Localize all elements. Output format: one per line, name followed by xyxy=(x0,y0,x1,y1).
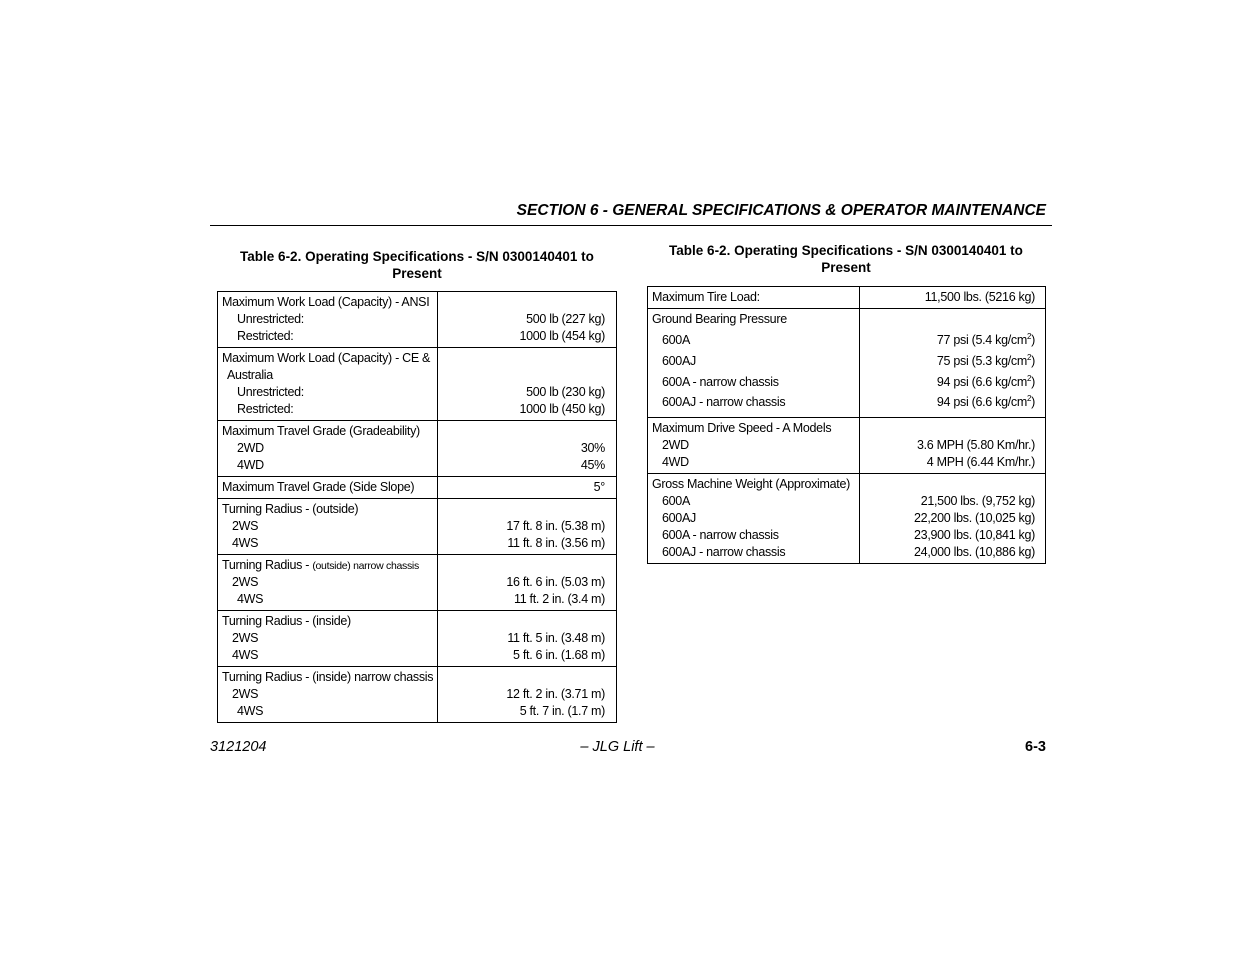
item-value: 1000 lb (454 kg) xyxy=(519,329,605,343)
item-value: 23,900 lbs. (10,841 kg) xyxy=(914,528,1035,543)
table-row xyxy=(218,348,617,421)
row-title: Maximum Tire Load: xyxy=(652,290,760,304)
item-value: 1000 lb (450 kg) xyxy=(519,402,605,416)
table-row xyxy=(218,499,617,555)
row-title: Turning Radius - (outside) narrow chassis xyxy=(222,558,419,572)
item-value: 5 ft. 6 in. (1.68 m) xyxy=(513,648,605,662)
document-number: 3121204 xyxy=(210,739,267,755)
item-value: 17 ft. 8 in. (5.38 m) xyxy=(506,519,605,533)
row-label-cell xyxy=(648,287,860,309)
item-value: 94 psi (6.6 $kg/cm^2$) xyxy=(936,394,1035,410)
row-label-cell xyxy=(218,292,438,348)
item-label: 2WS xyxy=(232,519,259,533)
row-value-cell xyxy=(438,348,617,421)
item-value: 24,000 lbs. (10,886 kg) xyxy=(914,545,1035,560)
row-value-cell xyxy=(860,418,1046,474)
right-spec-table xyxy=(647,286,1046,564)
item-value: 11 ft. 2 in. (3.4 m) xyxy=(513,592,605,606)
row-title-continued: Australia xyxy=(227,368,273,382)
header-divider xyxy=(210,225,1052,226)
item-value: 45% xyxy=(580,458,605,472)
item-value: 500 lb (227 kg) xyxy=(526,312,605,326)
item-value: 11 ft. 8 in. (3.56 m) xyxy=(507,536,605,550)
table-row xyxy=(218,421,617,477)
row-value-cell xyxy=(860,309,1046,418)
item-label: 2WS xyxy=(232,687,259,701)
row-value-cell xyxy=(438,421,617,477)
left-caption-line2: Present xyxy=(392,266,442,281)
item-label: 4WS xyxy=(232,648,259,662)
item-label: 600A - narrow chassis xyxy=(662,374,779,389)
row-value-cell xyxy=(438,611,617,667)
item-label: 600AJ xyxy=(662,353,696,368)
row-label-cell xyxy=(218,477,438,499)
left-spec-table xyxy=(217,291,617,723)
item-value: 30% xyxy=(580,441,605,455)
row-label-cell xyxy=(218,667,438,723)
table-row xyxy=(648,287,1046,309)
item-label: Unrestricted: xyxy=(237,385,304,399)
page-number: 6-3 xyxy=(1025,739,1046,755)
item-value: 21,500 lbs. (9,752 kg) xyxy=(920,494,1035,509)
table-row xyxy=(218,555,617,611)
item-value: 22,200 lbs. (10,025 kg) xyxy=(914,511,1035,526)
item-label: 600A - narrow chassis xyxy=(662,528,779,543)
item-label: Restricted: xyxy=(237,329,294,343)
row-label-cell xyxy=(648,309,860,418)
item-value: 4 MPH (6.44 Km/hr.) xyxy=(926,455,1035,470)
right-caption-line2: Present xyxy=(821,260,871,275)
item-label: 4WS xyxy=(237,704,264,718)
item-label: 600AJ xyxy=(662,511,696,526)
item-label: 2WD xyxy=(237,441,264,455)
item-label: 4WS xyxy=(237,592,264,606)
row-label-cell xyxy=(218,611,438,667)
table-row xyxy=(218,292,617,348)
item-value: 3.6 MPH (5.80 Km/hr.) xyxy=(916,438,1035,453)
right-table-caption xyxy=(646,242,1046,276)
item-label: 600AJ - narrow chassis xyxy=(662,545,786,560)
row-label-cell xyxy=(648,418,860,474)
item-value: 12 ft. 2 in. (3.71 m) xyxy=(506,687,605,701)
item-value: 11,500 lbs. (5216 kg) xyxy=(924,290,1035,304)
item-label: Restricted: xyxy=(237,402,294,416)
row-value-cell xyxy=(438,477,617,499)
row-value-cell xyxy=(438,667,617,723)
item-label: 4WD xyxy=(662,455,689,470)
row-title: Gross Machine Weight (Approximate) xyxy=(652,477,850,492)
row-value-cell xyxy=(438,292,617,348)
table-row xyxy=(218,477,617,499)
item-label: 2WD xyxy=(662,438,689,453)
item-value: 500 lb (230 kg) xyxy=(526,385,605,399)
right-caption-line1: Table 6-2. Operating Specifications - S/N 0300140401 to xyxy=(669,243,1023,258)
row-title: Maximum Travel Grade (Side Slope) xyxy=(222,480,415,494)
table-row xyxy=(648,309,1046,418)
row-label-cell xyxy=(218,499,438,555)
row-label-cell xyxy=(648,474,860,564)
item-value: 5° xyxy=(593,480,605,494)
row-title-small: (outside) narrow chassis xyxy=(312,560,419,572)
table-row xyxy=(218,611,617,667)
item-label: 2WS xyxy=(232,575,259,589)
row-label-cell xyxy=(218,555,438,611)
row-title: Maximum Work Load (Capacity) - ANSI xyxy=(222,295,430,309)
left-caption-line1: Table 6-2. Operating Specifications - S/N 0300140401 to xyxy=(240,249,594,264)
row-title: Maximum Work Load (Capacity) - CE & xyxy=(222,351,431,365)
row-title: Turning Radius - (inside) narrow chassis xyxy=(222,670,434,684)
item-label: 2WS xyxy=(232,631,259,645)
row-title: Ground Bearing Pressure xyxy=(652,312,787,326)
table-row xyxy=(218,667,617,723)
row-value-cell xyxy=(860,474,1046,564)
item-label: 600A xyxy=(662,494,690,509)
item-label: 4WD xyxy=(237,458,264,472)
row-title: Turning Radius - (outside) xyxy=(222,502,359,516)
row-value-cell xyxy=(438,555,617,611)
row-title: Maximum Drive Speed - A Models xyxy=(652,421,832,436)
row-value-cell xyxy=(860,287,1046,309)
item-label: 4WS xyxy=(232,536,259,550)
item-value: 75 psi (5.3 $kg/cm^2$) xyxy=(936,352,1035,368)
footer-brand: – JLG Lift – xyxy=(580,739,655,755)
row-label-cell xyxy=(218,348,438,421)
item-value: 11 ft. 5 in. (3.48 m) xyxy=(507,631,605,645)
item-value: 16 ft. 6 in. (5.03 m) xyxy=(506,575,605,589)
left-table-caption xyxy=(217,248,617,282)
row-value-cell xyxy=(438,499,617,555)
item-label: 600A xyxy=(662,333,690,347)
item-label: 600AJ - narrow chassis xyxy=(662,395,786,410)
item-label: Unrestricted: xyxy=(237,312,304,326)
table-row xyxy=(648,418,1046,474)
section-title: SECTION 6 - GENERAL SPECIFICATIONS & OPERATOR MAINTENANCE xyxy=(516,202,1046,219)
item-value: 94 psi (6.6 $kg/cm^2$) xyxy=(936,373,1035,389)
row-label-cell xyxy=(218,421,438,477)
item-value: 5 ft. 7 in. (1.7 m) xyxy=(519,704,605,718)
row-title: Maximum Travel Grade (Gradeability) xyxy=(222,424,420,438)
item-value: 77 psi (5.4 $kg/cm^2$) xyxy=(936,331,1035,347)
row-title: Turning Radius - (inside) xyxy=(222,614,351,628)
table-row xyxy=(648,474,1046,564)
